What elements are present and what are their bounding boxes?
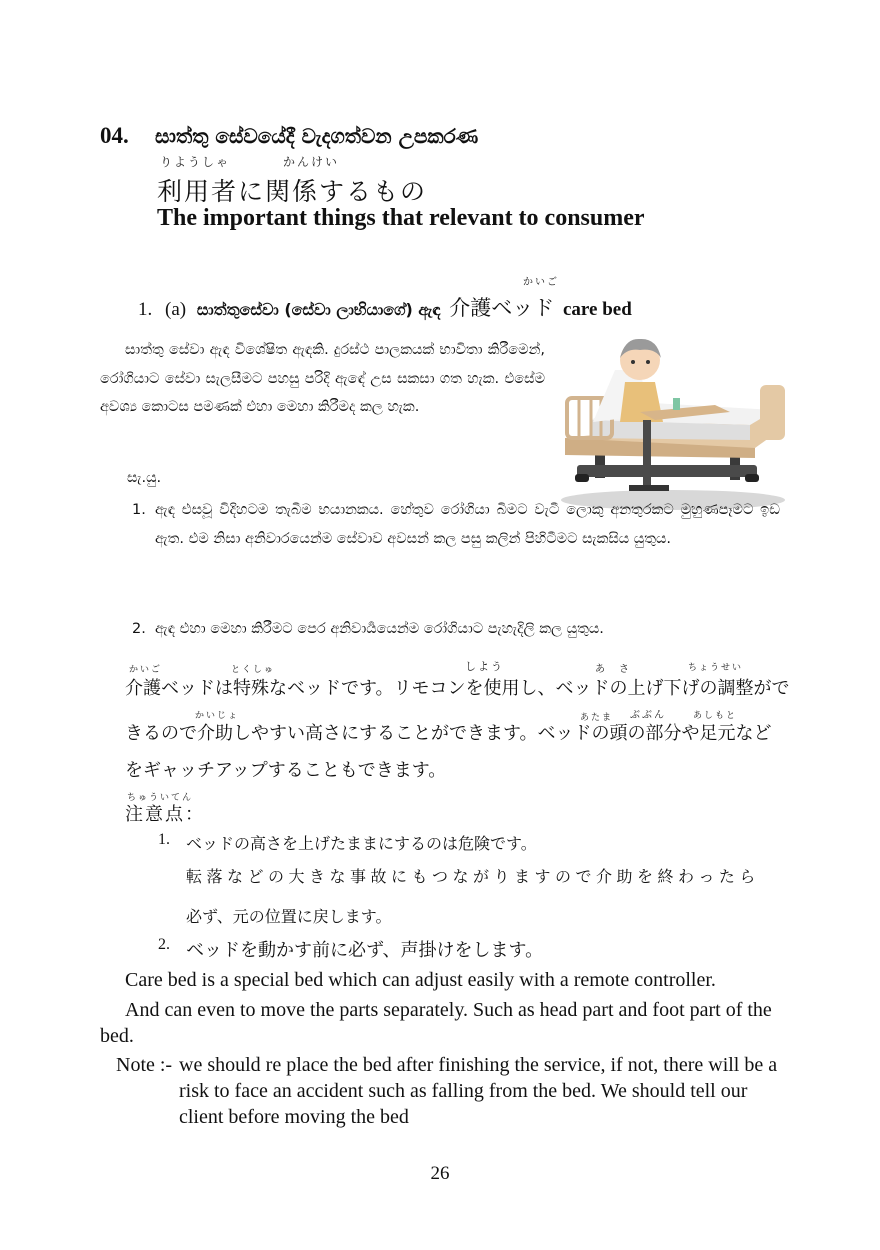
jp-note-1-line-3: 必ず、元の位置に戻します。 [186,907,392,926]
sinhala-note-1-num: 1. [132,502,146,518]
sinhala-note-2-text: ඇඳ එහා මෙහා කිරීමට පෙර අනිවාර්‍යයෙන්ම රෝගියාට පැහැදිලි කල යුතුය. [155,621,604,637]
jp-note-1-num: 1. [158,831,170,848]
jp-note-ruby: ちゅういてん [127,793,194,803]
sinhala-intro: සාත්තු සේවා ඇඳ විශේෂිත ඇඳකි. දුරස්ථ පාලකයක් භාවිතා කිරීමෙන්, රෝගියාට සේවා සැලසීමට පහසු පරිදි ඇඳේ උස සකසා ගත හැක. එසේම අවශ්‍ය කොටස පමණක් එහා මෙහා කිරීමද කල හැක. [100,342,545,415]
section-title-english: The important things that relevant to consumer [157,205,645,231]
japanese-paragraph: かいご とくしゅ しよう あ さ ちょうせい 介護ベッドは特殊なベッドです。リモコンを使用し、ベッドの上げ下げの調整がで かいじょ あたま ぶぶん あしもと きるので介助しやすい高さにすることができます。ベッドの頭の部分や足元など をギャッチアップすることもできます。 [125,660,790,781]
jp-note-1-line-1: ベッドの高さを上げたままにするのは危険です。 [186,834,537,853]
subheading-sinhala: සාත්තුසේවා (සේවා ලාභියාගේ) ඇඳ [196,300,441,319]
sub-heading [138,292,632,322]
heading-ruby-2: かんけい [283,155,340,169]
jp-note-1-line-2: 転落などの大きな事故にもつながりますので介助を終わったら [186,867,760,886]
section-number: 04. [100,123,129,148]
subheading-japanese: 介護ベッド [449,296,555,320]
english-note-label: Note :- [116,1054,173,1076]
care-bed-illustration [555,330,790,515]
page-number: 26 [430,1163,450,1184]
jp-line-2: きるので介助しやすい高さにすることができます。ベッドの頭の部分や足元など [125,723,772,744]
subheading-ruby: かいご [523,277,559,288]
heading-ruby-1: りようしゃ [160,155,231,169]
subheading-label: (a) [165,299,187,320]
jp-note-2-num: 2. [158,936,170,953]
jp-line-3: をギャッチアップすることもできます。 [125,760,447,781]
sinhala-note-1-text: ඇඳ එසවූ විදිහටම තැබීම භයානකය. හේතුව රෝගියා බිමට වැටී ලොකු අනතුරකට මුහුණපෑමට ඉඩ ඇත. එම නිසා අනිවාරයෙන්ම සේවාව අවසන් කල පසු කලින් පිහිටීමට සැකසිය යුතුය. [155,502,780,547]
sinhala-note-2-num: 2. [132,621,146,637]
english-para-2: And can even to move the parts separately. Such as head part and foot part of the bed. [100,999,772,1047]
subheading-num: 1. [138,299,153,320]
sinhala-note-label: සැ.යු. [127,470,162,486]
subheading-english: care bed [562,299,632,320]
section-title-sinhala: සාත්තු සේවයේදී වැදගත්වන උපකරණ [155,124,479,148]
jp-note-label: 注意点： [125,804,205,825]
jp-line-1: 介護ベッドは特殊なベッドです。リモコンを使用し、ベッドの上げ下げの調整がで [125,678,790,699]
english-note-text: we should re place the bed after finishing the service, if not, there will be a risk to face an accident such as falling from the bed. We should tell our client before moving the bed [179,1054,778,1128]
section-title-japanese: 利用者に関係するもの [157,177,428,206]
jp-note-2-line-1: ベッドを動かす前に必ず、声掛けをします。 [186,940,544,961]
english-para-1: Care bed is a special bed which can adjust easily with a remote controller. [125,969,716,991]
